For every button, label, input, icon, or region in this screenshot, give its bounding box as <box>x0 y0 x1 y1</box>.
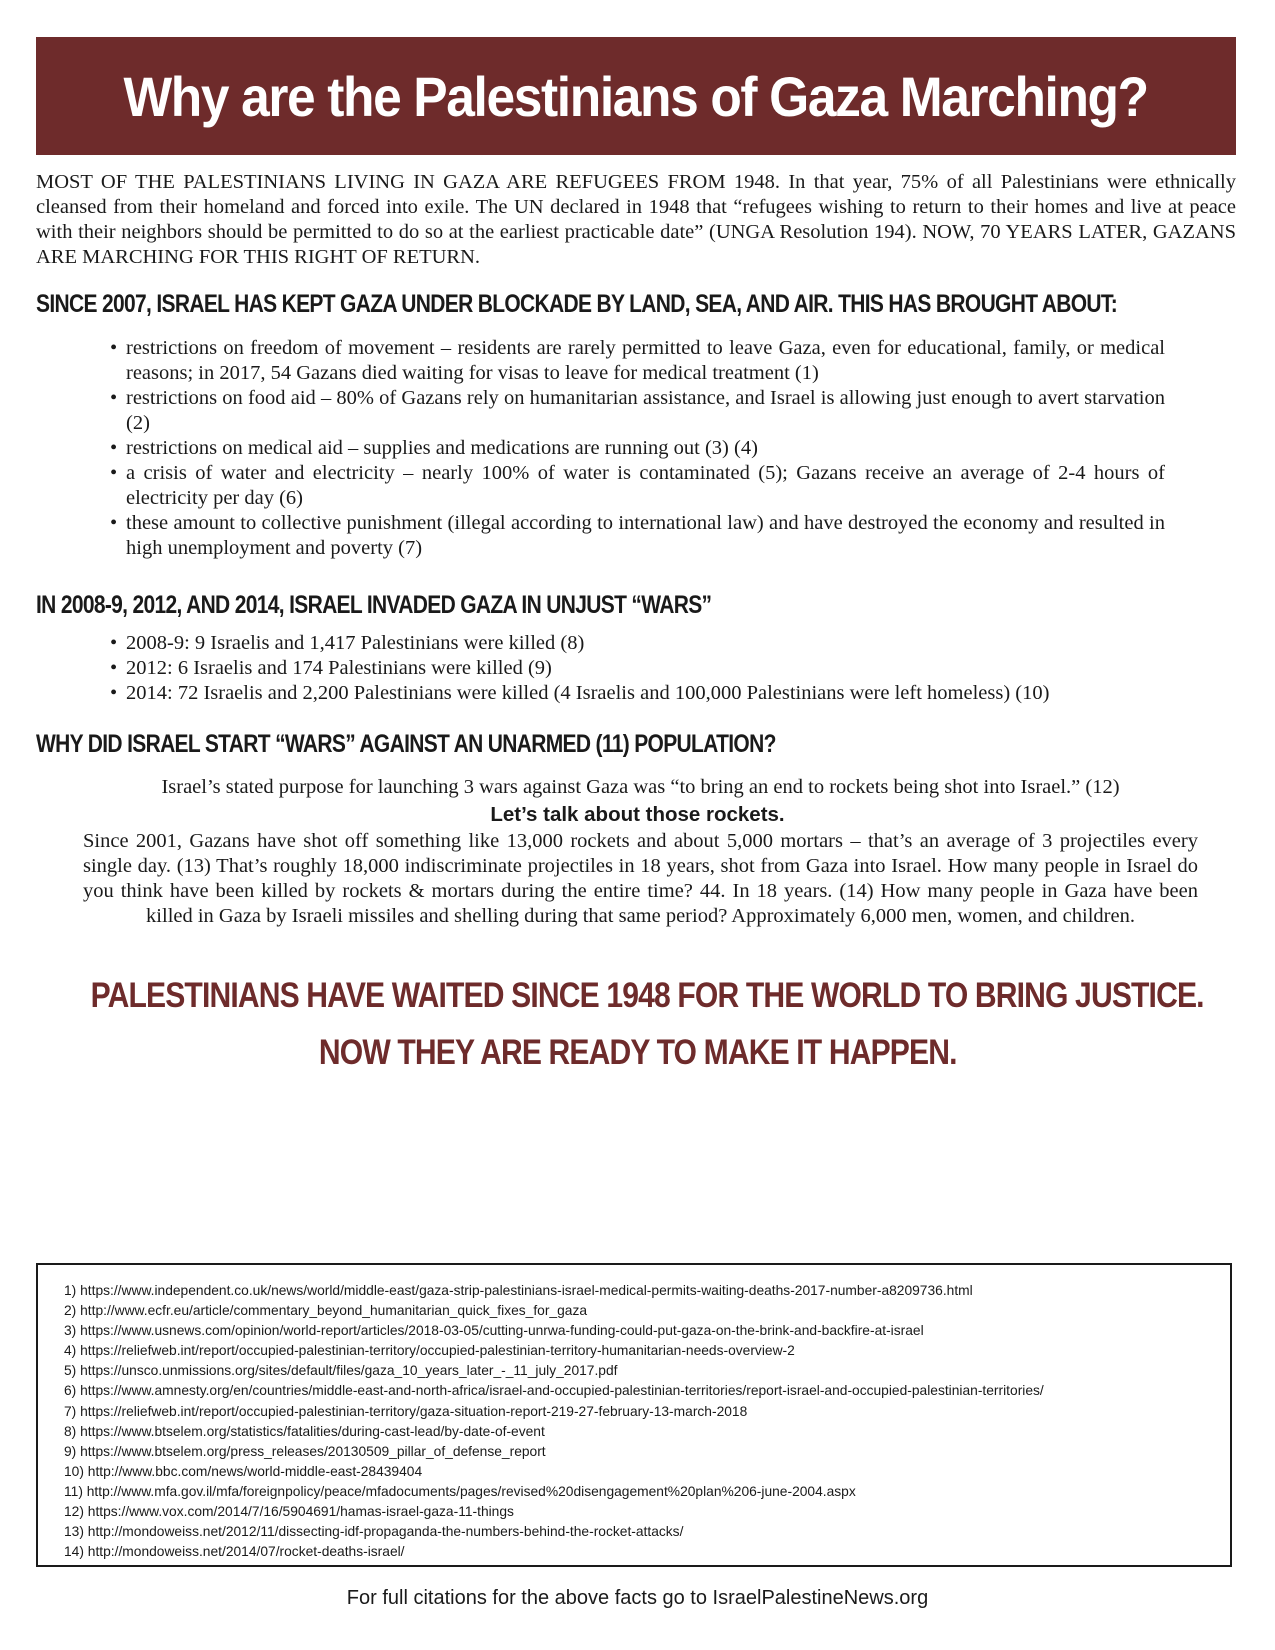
list-item: • restrictions on freedom of movement – residents are rarely permitted to leave Gaza, even for educational, family, or medical reasons; in 2017, 54 Gazans died waiting for visas to leave for medical treatment (1) <box>110 336 1165 386</box>
intro-paragraph: MOST OF THE PALESTINIANS LIVING IN GAZA ARE REFUGEES FROM 1948. In that year, 75% of all Palestinians were ethnically cleansed from their homeland and forced into exile. The UN declared in 1948 that “refugees wishing to return to their homes and live at peace with their neighbors should be permitted to do so at the earliest practicable date” (UNGA Resolution 194). NOW, 70 YEARS LATER, GAZANS ARE MARCHING FOR THIS RIGHT OF RETURN. <box>36 171 1236 268</box>
call-to-action-line-1-text: PALESTINIANS HAVE WAITED SINCE 1948 FOR THE WORLD TO BRING JUSTICE. <box>90 976 1204 1015</box>
list-item: • restrictions on medical aid – supplies and medications are running out (3) (4) <box>110 436 1165 461</box>
why-heading <box>36 730 917 759</box>
reference-item: 5) https://unsco.unmissions.org/sites/default/files/gaza_10_years_later_-_11_july_2017.pdf <box>64 1363 618 1379</box>
reference-item: 11) http://www.mfa.gov.il/mfa/foreignpolicy/peace/mfadocuments/pages/revised%20disengagement%20plan%206-june-2004.aspx <box>64 1483 856 1499</box>
reference-item: 8) https://www.btselem.org/statistics/fatalities/during-cast-lead/by-date-of-event <box>64 1423 545 1439</box>
references-list <box>64 1281 1230 1562</box>
reference-item: 3) https://www.usnews.com/opinion/world-report/articles/2018-03-05/cutting-unrwa-funding-could-put-gaza-on-the-brink-and-backfire-at-israel <box>64 1323 924 1339</box>
wars-heading-text: IN 2008-9, 2012, AND 2014, ISRAEL INVADED GAZA IN UNJUST “WARS” <box>36 591 712 619</box>
list-item: • 2014: 72 Israelis and 2,200 Palestinians were killed (4 Israelis and 100,000 Palestinians were left homeless) (10) <box>110 681 1230 706</box>
blockade-heading <box>36 290 1275 319</box>
footer-citation-note: For full citations for the above facts go to IsraelPalestineNews.org <box>346 1587 929 1609</box>
reference-item: 10) http://www.bbc.com/news/world-middle-east-28439404 <box>64 1463 423 1479</box>
purpose-paragraph: Israel’s stated purpose for launching 3 wars against Gaza was “to bring an end to rockets being shot into Israel.” (12) <box>161 776 1120 798</box>
wars-list <box>110 631 1230 706</box>
list-item: • 2008-9: 9 Israelis and 1,417 Palestinians were killed (8) <box>110 631 1230 656</box>
reference-item: 12) https://www.vox.com/2014/7/16/5904691/hamas-israel-gaza-11-things <box>64 1504 514 1520</box>
reference-item: 4) https://reliefweb.int/report/occupied-palestinian-territory/occupied-palestinian-territory-humanitarian-needs-overview-2 <box>64 1343 795 1359</box>
reference-item: 9) https://www.btselem.org/press_releases/20130509_pillar_of_defense_report <box>64 1443 546 1459</box>
reference-item: 7) https://reliefweb.int/report/occupied-palestinian-territory/gaza-situation-report-219-27-february-13-march-2018 <box>64 1403 748 1419</box>
list-item: • restrictions on food aid – 80% of Gazans rely on humanitarian assistance, and Israel is allowing just enough to avert starvation (2) <box>110 386 1165 436</box>
list-item: • these amount to collective punishment (illegal according to international law) and have destroyed the economy and resulted in high unemployment and poverty (7) <box>110 511 1165 561</box>
reference-item: 13) http://mondoweiss.net/2012/11/dissecting-idf-propaganda-the-numbers-behind-the-rocket-attacks/ <box>64 1524 684 1540</box>
call-to-action-line-2-text: NOW THEY ARE READY TO MAKE IT HAPPEN. <box>318 1033 957 1072</box>
call-to-action-line-2 <box>0 1033 1275 1073</box>
reference-item: 6) https://www.amnesty.org/en/countries/middle-east-and-north-africa/israel-and-occupied-palestinian-territories/report-israel-and-occupied-palestinian-territories/ <box>64 1383 1044 1399</box>
list-item: • a crisis of water and electricity – nearly 100% of water is contaminated (5); Gazans receive an average of 2-4 hours of electricity per day (6) <box>110 461 1165 511</box>
reference-item: 14) http://mondoweiss.net/2014/07/rocket-deaths-israel/ <box>64 1544 405 1560</box>
blockade-heading-text: SINCE 2007, ISRAEL HAS KEPT GAZA UNDER BLOCKADE BY LAND, SEA, AND AIR. THIS HAS BROUGHT ABOUT: <box>36 290 1118 318</box>
call-to-action-line-1 <box>0 976 1275 1016</box>
rockets-paragraph: Since 2001, Gazans have shot off something like 13,000 rockets and about 5,000 mortars – that’s an average of 3 projectiles every single day. (13) That’s roughly 18,000 indiscriminate projectiles in 18 years, shot from Gaza into Israel. How many people in Israel do you think have been killed by rockets & mortars during the entire time? 44. In 18 years. (14) How many people in Gaza have been killed in Gaza by Israeli missiles and shelling during that same period? Approximately 6,000 men, women, and children. <box>83 830 1198 927</box>
reference-item: 1) https://www.independent.co.uk/news/world/middle-east/gaza-strip-palestinians-israel-medical-permits-waiting-deaths-2017-number-a8209736.html <box>64 1283 973 1298</box>
rockets-subheading: Let’s talk about those rockets. <box>490 803 785 826</box>
references-box <box>36 1263 1232 1567</box>
title-banner <box>36 37 1236 155</box>
blockade-list <box>110 336 1165 561</box>
list-item: • 2012: 6 Israelis and 174 Palestinians were killed (9) <box>110 656 1230 681</box>
page-title: Why are the Palestinians of Gaza Marching? <box>123 64 1149 128</box>
why-heading-text: WHY DID ISRAEL START “WARS” AGAINST AN UNARMED (11) POPULATION? <box>36 730 776 758</box>
reference-item: 2) http://www.ecfr.eu/article/commentary_beyond_humanitarian_quick_fixes_for_gaza <box>64 1303 588 1319</box>
wars-heading <box>36 591 840 620</box>
